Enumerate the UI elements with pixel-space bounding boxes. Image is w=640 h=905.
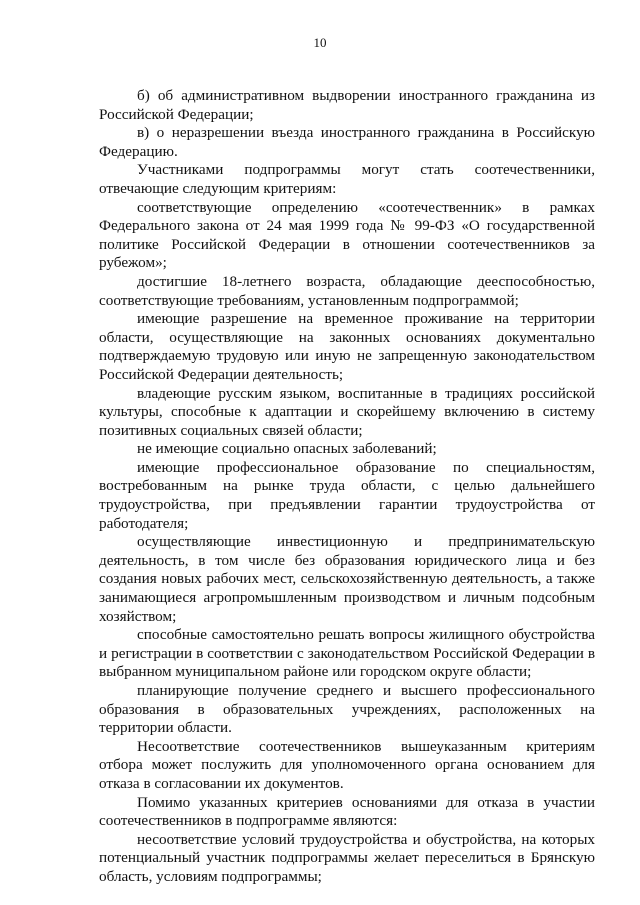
paragraph: планирующие получение среднего и высшего профессионального образования в образовательных учреждениях, расположенных на территории области. — [99, 682, 595, 737]
paragraph: способные самостоятельно решать вопросы жилищного обустройства и регистрации в соответствии с законодательством Российской Федерации в выбранном муниципальном районе или городском округе области; — [99, 626, 595, 681]
paragraph: Участниками подпрограммы могут стать соотечественники, отвечающие следующим критериям: — [99, 161, 595, 197]
page-number: 10 — [313, 35, 327, 50]
paragraph: не имеющие социально опасных заболеваний; — [137, 440, 437, 458]
paragraph: б) об административном выдворении иностранного гражданина из Российской Федерации; — [99, 87, 595, 123]
document-body — [99, 87, 595, 887]
paragraph: соответствующие определению «соотечественник» в рамках Федерального закона от 24 мая 1999 года № 99-ФЗ «О государственной политике Российской Федерации в отношении соотечественников за рубежом»; — [99, 198, 595, 272]
paragraph: несоответствие условий трудоустройства и обустройства, на которых потенциальный участник подпрограммы желает переселиться в Брянскую область, условиям подпрограммы; — [99, 830, 595, 885]
paragraph: в) о неразрешении въезда иностранного гражданина в Российскую Федерацию. — [99, 124, 595, 160]
paragraph: Помимо указанных критериев основаниями для отказа в участии соотечественников в подпрограмме являются: — [99, 793, 595, 830]
paragraph: имеющие профессиональное образование по специальностям, востребованным на рынке труда области, с целью дальнейшего трудоустройства, при предъявлении гарантии трудоустройства от работодателя; — [99, 458, 595, 532]
paragraph: достигшие 18-летнего возраста, обладающие дееспособностью, соответствующие требованиям, установленным подпрограммой; — [99, 272, 595, 309]
paragraph: имеющие разрешение на временное проживание на территории области, осуществляющие на законных основаниях документально подтверждаемую трудовую или иную не запрещенную законодательством Российской Федерации деятельность; — [99, 310, 595, 383]
paragraph: владеющие русским языком, воспитанные в традициях российской культуры, способные к адаптации и скорейшему включению в систему позитивных социальных связей области; — [99, 384, 595, 439]
paragraph: осуществляющие инвестиционную и предпринимательскую деятельность, в том числе без образования юридического лица и без создания новых рабочих мест, сельскохозяйственную деятельность, а также занимающиеся агропромышленным производством и личным подсобным хозяйством; — [99, 533, 595, 625]
paragraph: Несоответствие соотечественников вышеуказанным критериям отбора может послужить для уполномоченного органа основанием для отказа в согласовании их документов. — [99, 737, 595, 792]
